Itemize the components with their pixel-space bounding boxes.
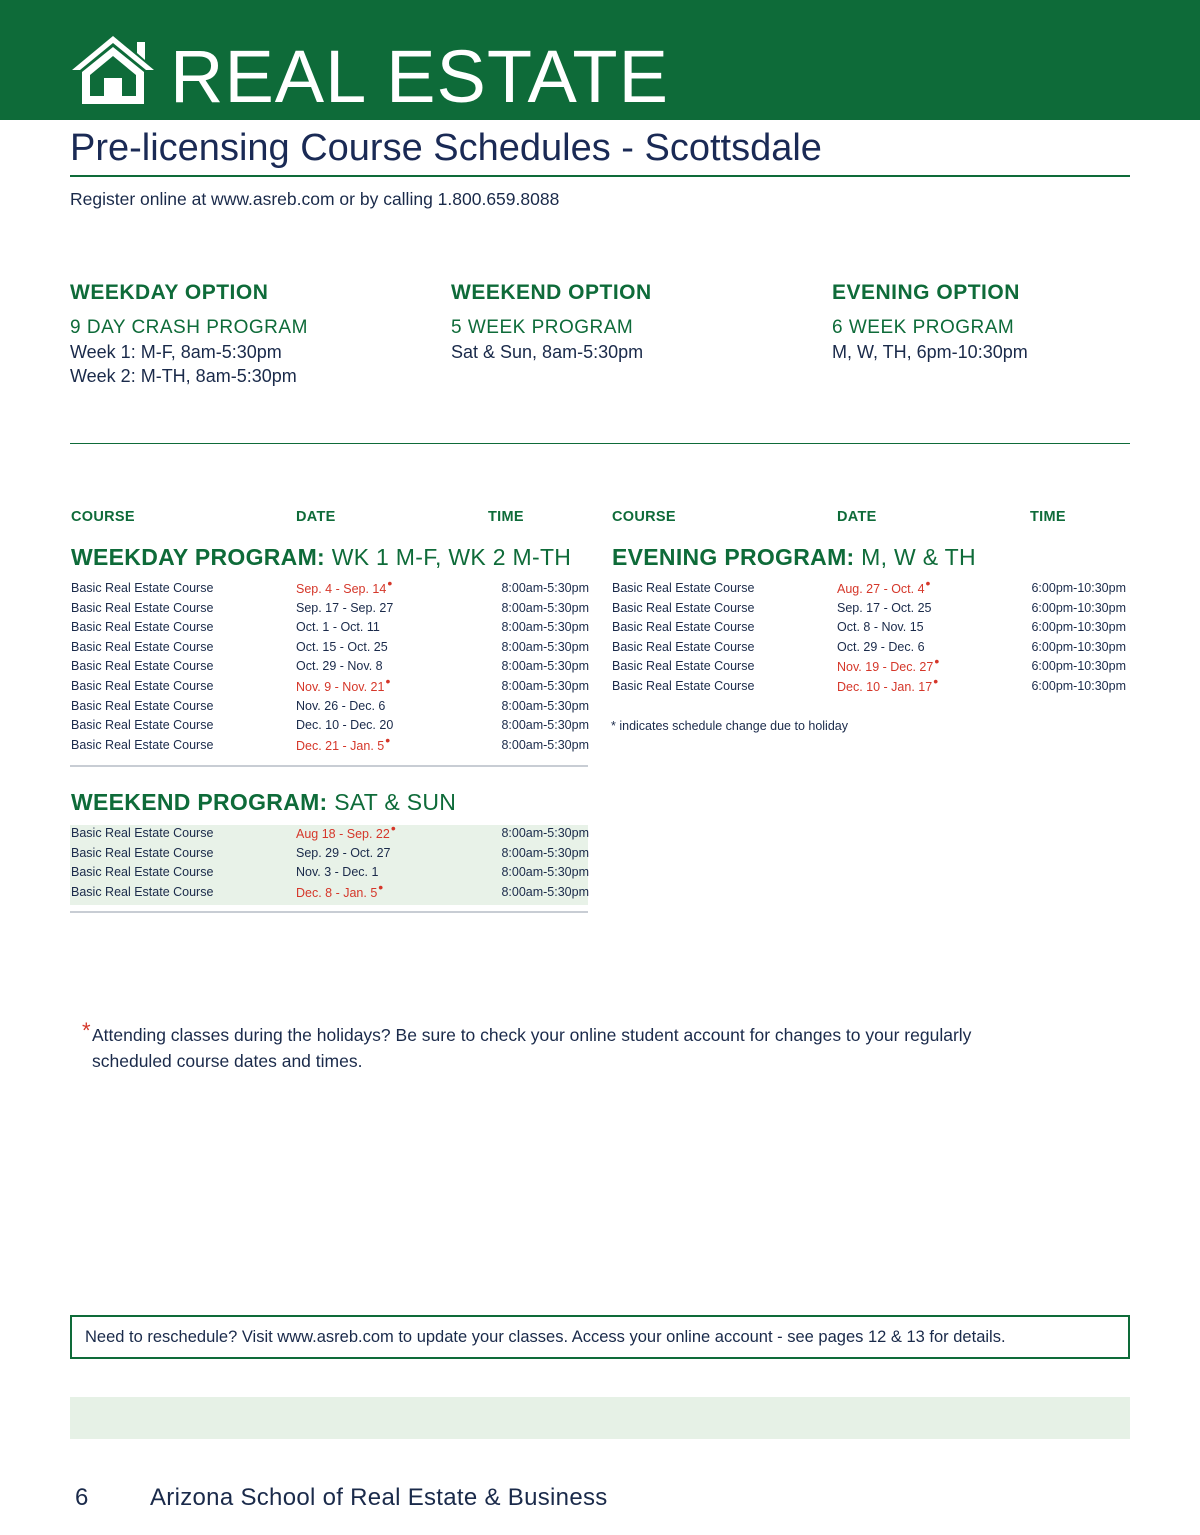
time-cell: 8:00am-5:30pm — [501, 620, 589, 635]
reschedule-text: Need to reschedule? Visit www.asreb.com to update your classes. Access your online account - see pages 12 & 13 for details. — [85, 1328, 1006, 1346]
table-row — [612, 618, 1126, 638]
weekend-schedule-table — [71, 824, 589, 902]
date-cell: Sep. 17 - Oct. 25 — [837, 600, 932, 615]
column-header-date: DATE — [296, 509, 336, 525]
column-header-time: TIME — [1030, 509, 1066, 525]
column-header-course: COURSE — [71, 509, 135, 525]
table-row — [71, 599, 589, 619]
option-title: WEEKDAY OPTION — [70, 281, 269, 304]
holiday-asterisk: * — [82, 1018, 91, 1043]
column-header-date: DATE — [837, 509, 877, 525]
date-cell: Nov. 3 - Dec. 1 — [296, 865, 379, 880]
course-cell: Basic Real Estate Course — [71, 639, 214, 654]
table-row — [71, 618, 589, 638]
time-cell: 6:00pm-10:30pm — [1031, 600, 1126, 615]
option-program: 9 DAY CRASH PROGRAM — [70, 317, 308, 338]
table-row — [612, 657, 1126, 677]
table-row — [71, 657, 589, 677]
time-cell: 8:00am-5:30pm — [501, 826, 589, 840]
table-row — [71, 716, 589, 736]
evening-program-title: EVENING PROGRAM: M, W & TH — [612, 544, 976, 570]
time-cell: 6:00pm-10:30pm — [1031, 639, 1126, 654]
course-cell: Basic Real Estate Course — [71, 865, 214, 880]
table-divider — [70, 765, 588, 767]
register-info: Register online at www.asreb.com or by calling 1.800.659.8088 — [70, 189, 560, 209]
column-header-course: COURSE — [612, 509, 676, 525]
date-cell: Oct. 29 - Nov. 8 — [296, 659, 383, 674]
table-row — [71, 677, 589, 697]
date-cell: Nov. 19 - Dec. 27 • — [837, 657, 939, 678]
column-header-time: TIME — [488, 509, 524, 525]
date-cell: Dec. 8 - Jan. 5 • — [296, 883, 383, 904]
date-cell: Oct. 29 - Dec. 6 — [837, 639, 925, 654]
time-cell: 8:00am-5:30pm — [501, 737, 589, 752]
holiday-legend: * indicates schedule change due to holiday — [611, 719, 848, 733]
course-cell: Basic Real Estate Course — [71, 718, 214, 733]
date-cell: Oct. 1 - Oct. 11 — [296, 620, 380, 635]
date-cell: Sep. 17 - Sep. 27 — [296, 600, 394, 615]
table-row — [71, 863, 589, 883]
date-cell: Dec. 10 - Dec. 20 — [296, 718, 394, 733]
course-cell: Basic Real Estate Course — [71, 659, 214, 674]
time-cell: 8:00am-5:30pm — [501, 845, 589, 860]
table-row — [71, 883, 589, 903]
table-row — [71, 824, 589, 844]
table-row — [71, 579, 589, 599]
course-cell: Basic Real Estate Course — [71, 600, 214, 615]
option-weekend — [451, 280, 811, 364]
table-row — [71, 697, 589, 717]
course-cell: Basic Real Estate Course — [71, 698, 214, 713]
evening-schedule-table — [612, 579, 1126, 697]
table-row — [612, 638, 1126, 658]
table-row — [612, 677, 1126, 697]
date-cell: Sep. 4 - Sep. 14 • — [296, 579, 392, 600]
course-cell: Basic Real Estate Course — [71, 884, 214, 899]
time-cell: 6:00pm-10:30pm — [1031, 659, 1126, 674]
date-cell: Nov. 9 - Nov. 21 • — [296, 677, 390, 698]
header-banner — [0, 0, 1200, 120]
option-program: 5 WEEK PROGRAM — [451, 317, 634, 338]
table-divider — [70, 911, 588, 913]
divider — [70, 175, 1130, 177]
table-row — [71, 638, 589, 658]
table-row — [71, 736, 589, 756]
option-weekday — [70, 280, 430, 388]
course-cell: Basic Real Estate Course — [71, 620, 214, 635]
course-cell: Basic Real Estate Course — [612, 639, 755, 654]
option-program: 6 WEEK PROGRAM — [832, 317, 1015, 338]
course-cell: Basic Real Estate Course — [71, 845, 214, 860]
table-row — [612, 579, 1126, 599]
weekday-program-title: WEEKDAY PROGRAM: WK 1 M-F, WK 2 M-TH — [71, 544, 572, 570]
time-cell: 8:00am-5:30pm — [501, 659, 589, 674]
option-title: WEEKEND OPTION — [451, 281, 652, 304]
time-cell: 8:00am-5:30pm — [501, 718, 589, 733]
time-cell: 8:00am-5:30pm — [501, 698, 589, 713]
weekday-schedule-table — [71, 579, 589, 755]
decorative-band — [70, 1397, 1130, 1439]
table-row — [71, 844, 589, 864]
footer-org-name: Arizona School of Real Estate & Business — [150, 1484, 608, 1511]
date-cell: Dec. 10 - Jan. 17 • — [837, 677, 938, 698]
option-line: M, W, TH, 6pm-10:30pm — [832, 342, 1028, 362]
time-cell: 6:00pm-10:30pm — [1031, 678, 1126, 693]
course-cell: Basic Real Estate Course — [612, 659, 755, 674]
course-cell: Basic Real Estate Course — [71, 581, 214, 595]
date-cell: Sep. 29 - Oct. 27 — [296, 845, 391, 860]
time-cell: 8:00am-5:30pm — [501, 678, 589, 693]
weekend-program-title: WEEKEND PROGRAM: SAT & SUN — [71, 789, 457, 815]
table-row — [612, 599, 1126, 619]
time-cell: 8:00am-5:30pm — [501, 581, 589, 595]
time-cell: 8:00am-5:30pm — [501, 884, 589, 899]
course-cell: Basic Real Estate Course — [612, 581, 755, 595]
course-cell: Basic Real Estate Course — [612, 600, 755, 615]
reschedule-box — [70, 1315, 1130, 1359]
time-cell: 6:00pm-10:30pm — [1031, 581, 1126, 595]
page-title: REAL ESTATE — [170, 35, 669, 118]
divider — [70, 443, 1130, 444]
time-cell: 8:00am-5:30pm — [501, 600, 589, 615]
date-cell: Nov. 26 - Dec. 6 — [296, 698, 386, 713]
date-cell: Dec. 21 - Jan. 5 • — [296, 736, 390, 757]
course-cell: Basic Real Estate Course — [612, 620, 755, 635]
time-cell: 6:00pm-10:30pm — [1031, 620, 1126, 635]
course-cell: Basic Real Estate Course — [71, 678, 214, 693]
option-evening — [832, 280, 1192, 364]
holiday-note: Attending classes during the holidays? Be sure to check your online student account for changes to your regularly scheduled course dates and times. — [92, 1025, 972, 1071]
course-cell: Basic Real Estate Course — [71, 826, 214, 840]
option-line: Week 1: M-F, 8am-5:30pm — [70, 342, 282, 362]
date-cell: Aug. 27 - Oct. 4 • — [837, 579, 930, 600]
option-line: Week 2: M-TH, 8am-5:30pm — [70, 366, 297, 386]
option-line: Sat & Sun, 8am-5:30pm — [451, 342, 644, 362]
time-cell: 8:00am-5:30pm — [501, 639, 589, 654]
page-number: 6 — [75, 1484, 89, 1511]
page-subtitle: Pre-licensing Course Schedules - Scottsdale — [70, 127, 822, 169]
option-title: EVENING OPTION — [832, 281, 1020, 304]
date-cell: Oct. 8 - Nov. 15 — [837, 620, 924, 635]
course-cell: Basic Real Estate Course — [612, 678, 755, 693]
date-cell: Oct. 15 - Oct. 25 — [296, 639, 388, 654]
time-cell: 8:00am-5:30pm — [501, 865, 589, 880]
house-icon — [68, 32, 158, 108]
course-cell: Basic Real Estate Course — [71, 737, 214, 752]
date-cell: Aug 18 - Sep. 22 • — [296, 824, 396, 845]
